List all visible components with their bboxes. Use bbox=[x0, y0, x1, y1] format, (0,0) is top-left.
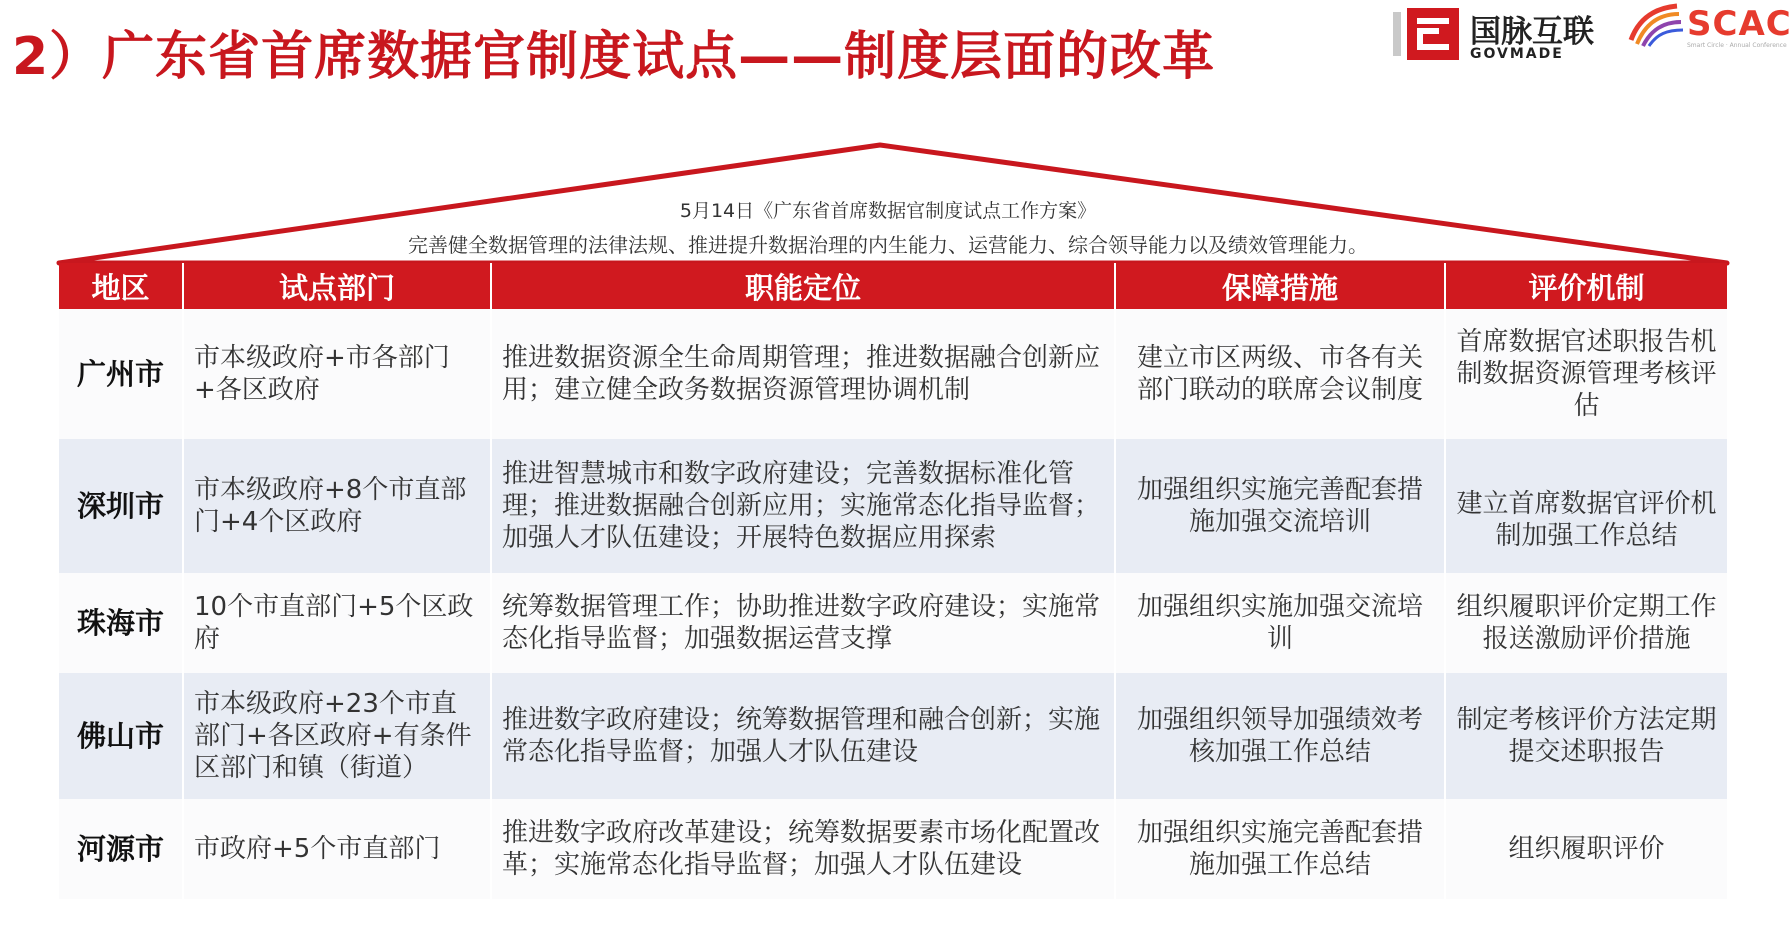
row-city: 珠海市 bbox=[59, 573, 183, 673]
row-eval: 首席数据官述职报告机制数据资源管理考核评估 bbox=[1445, 309, 1727, 439]
govmade-name-cn: 国脉互联 bbox=[1470, 14, 1594, 50]
table-row bbox=[59, 309, 1727, 439]
pilot-table bbox=[59, 263, 1727, 899]
table-header-row bbox=[59, 263, 1727, 309]
scac-name: SCAC bbox=[1687, 4, 1792, 44]
row-eval: 建立首席数据官评价机制加强工作总结 bbox=[1445, 439, 1727, 573]
row-role: 推进智慧城市和数字政府建设；完善数据标准化管理；推进数据融合创新应用；实施常态化指导监督；加强人才队伍建设；开展特色数据应用探索 bbox=[491, 439, 1115, 573]
row-role: 推进数字政府改革建设；统筹数据要素市场化配置改革；实施常态化指导监督；加强人才队伍建设 bbox=[491, 799, 1115, 899]
row-city: 广州市 bbox=[59, 309, 183, 439]
row-role: 推进数字政府建设；统筹数据管理和融合创新；实施常态化指导监督；加强人才队伍建设 bbox=[491, 673, 1115, 799]
row-role: 推进数据资源全生命周期管理；推进数据融合创新应用；建立健全政务数据资源管理协调机制 bbox=[491, 309, 1115, 439]
row-eval: 组织履职评价定期工作报送激励评价措施 bbox=[1445, 573, 1727, 673]
row-measure: 加强组织领导加强绩效考核加强工作总结 bbox=[1115, 673, 1445, 799]
row-measure: 加强组织实施加强交流培训 bbox=[1115, 573, 1445, 673]
roof-description: 完善健全数据管理的法律法规、推进提升数据治理的内生能力、运营能力、综合领导能力以及绩效管理能力。 bbox=[408, 233, 1368, 257]
row-role: 统筹数据管理工作；协助推进数字政府建设；实施常态化指导监督；加强数据运营支撑 bbox=[491, 573, 1115, 673]
header-pilot-dept: 试点部门 bbox=[183, 263, 491, 309]
table-row bbox=[59, 439, 1727, 573]
roof-heading: 5月14日《广东省首席数据官制度试点工作方案》 bbox=[679, 200, 1097, 222]
row-eval: 组织履职评价 bbox=[1445, 799, 1727, 899]
row-dept: 市政府+5个市直部门 bbox=[183, 799, 491, 899]
row-city: 佛山市 bbox=[59, 673, 183, 799]
row-eval: 制定考核评价方法定期提交述职报告 bbox=[1445, 673, 1727, 799]
header-measures: 保障措施 bbox=[1115, 263, 1445, 309]
table-row bbox=[59, 573, 1727, 673]
row-dept: 市本级政府+市各部门+各区政府 bbox=[183, 309, 491, 439]
table-row bbox=[59, 673, 1727, 799]
row-dept: 市本级政府+23个市直部门+各区政府+有条件区部门和镇（街道） bbox=[183, 673, 491, 799]
row-city: 河源市 bbox=[59, 799, 183, 899]
page-title: 2）广东省首席数据官制度试点——制度层面的改革 bbox=[12, 27, 1216, 87]
row-city: 深圳市 bbox=[59, 439, 183, 573]
row-measure: 加强组织实施完善配套措施加强交流培训 bbox=[1115, 439, 1445, 573]
row-measure: 加强组织实施完善配套措施加强工作总结 bbox=[1115, 799, 1445, 899]
header-region: 地区 bbox=[59, 263, 183, 309]
row-measure: 建立市区两级、市各有关部门联动的联席会议制度 bbox=[1115, 309, 1445, 439]
scac-subtitle: Smart Circle · Annual Conference bbox=[1687, 42, 1787, 49]
row-dept: 市本级政府+8个市直部门+4个区政府 bbox=[183, 439, 491, 573]
govmade-name-en: GOVMADE bbox=[1470, 46, 1564, 62]
row-dept: 10个市直部门+5个区政府 bbox=[183, 573, 491, 673]
table-row bbox=[59, 799, 1727, 899]
header-evaluation: 评价机制 bbox=[1445, 263, 1727, 309]
header-function: 职能定位 bbox=[491, 263, 1115, 309]
